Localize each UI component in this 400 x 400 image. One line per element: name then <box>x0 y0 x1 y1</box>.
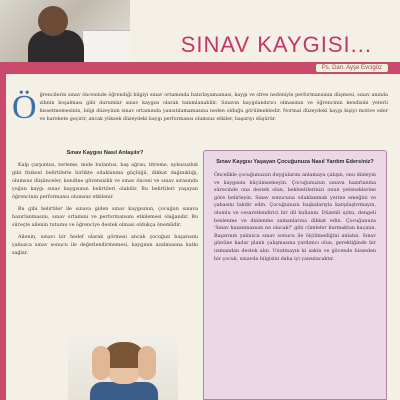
article-title: SINAV KAYGISI... <box>180 32 372 57</box>
child-shirt <box>90 382 158 400</box>
tips-box-heading: Sınav Kaygısı Yaşayan Çocuğunuza Nasıl Yardım Edersiniz? <box>216 159 374 165</box>
title-banner <box>150 28 400 62</box>
left-column-heading: Sınav Kaygısı Nasıl Anlaşılır? <box>66 150 144 156</box>
left-paragraph-1: Kalp çarpıntısı, terleme, mide bulantısı, baş ağrısı, titreme, uykusuzluk gibi fiziksel belirtilerle birlikte odaklanma güçlüğü, dikkat dağınıklığı, olumsuz düşünceler, kendine güvensizlik ve sınav öncesi ve sınav sırasında yoğun kaygı sınav kaygısının belirtileri olabilir. Bu belirtileri yaşayan öğrencinin performansı olumsuz etkilenir. <box>12 163 198 200</box>
stressed-child-photo <box>68 336 178 400</box>
left-accent-bar <box>0 74 6 400</box>
left-paragraph-3: Ailenin, sınavı bir hedef olarak görmesi ancak çocuğun başarısını yalnızca sınav sonucu ile değerlendirmemesi, kaygının azalmasına katkı sağlar. <box>12 235 198 256</box>
photo-person-head <box>38 6 68 36</box>
child-right-hand <box>138 346 156 380</box>
intro-paragraph: ğrencilerin sınav öncesinde öğrendiği bilgiyi sınav ortamında hatırlayamaması, kaygı ve stres nedeniyle performansının düşmesi, sınav anında zihnin boşalması gibi durumlar sınav kaygısı olarak tanımlanabilir. Sınavın kaygılandırıcı olmasının ve öğrencinin kendisini yeterli hissetmemesinin, bilgi düzeyinin sınav ortamında yansıtılamamasına neden olduğu görülmektedir. Normal düzeydeki kaygı kişiyi motive eder ve harekete geçirir, ancak yüksek düzeydeki kaygı performansı olumsuz etkiler, başarıyı düşürür. <box>39 93 388 122</box>
header-photo <box>0 0 130 62</box>
author-badge: Ps. Dan. Ayşe Evcigöz <box>316 64 388 72</box>
intro-section <box>12 89 388 126</box>
photo-desk <box>82 30 130 62</box>
tips-box-text: Öncelikle çocuğunuzun duygularını anlamaya çalışın, onu dinleyin ve kaygısını küçümsemeyin. Çocuğunuzun sınava hazırlanma sürecinde ona destek olun, beklentilerinizi onun yeteneklerine göre belirleyin. Sınav sonucuna odaklanmak yerine emeğini ve çabasını takdir edin. Çocuğunuzu başkalarıyla karşılaştırmayın, olumlu ve cesaretlendirici bir dil kullanın. Düzenli uyku, dengeli beslenme ve dinlenme zamanlarına dikkat edin. Çocuğunuza 'Sınav kazanmazsan ne olacak?' gibi cümleler kurmaktan kaçının. Başarının yalnızca sınav sonucu ile ölçülmediğini anlatın. Sınav gününe kadar planlı çalışmasına yardımcı olun, gerektiğinde bir uzmandan destek alın. Unutmayın ki sakin ve güvende hisseden bir çocuk, sınavda bilgisini daha iyi yansıtacaktır. <box>214 173 376 262</box>
child-left-hand <box>92 346 110 380</box>
left-column <box>12 150 198 262</box>
drop-cap: Ö <box>12 89 37 126</box>
tips-box <box>203 150 387 400</box>
left-paragraph-2: Bu gibi belirtiler ile sınava giden sınav kaygısının, çocuğun sınava hazırlanmasını, sınav ortamını ve performansını etkilemesi olağandır. Bu süreçte ailenin tutumu ve öğrenciye destek olması oldukça önemlidir. <box>12 207 198 228</box>
